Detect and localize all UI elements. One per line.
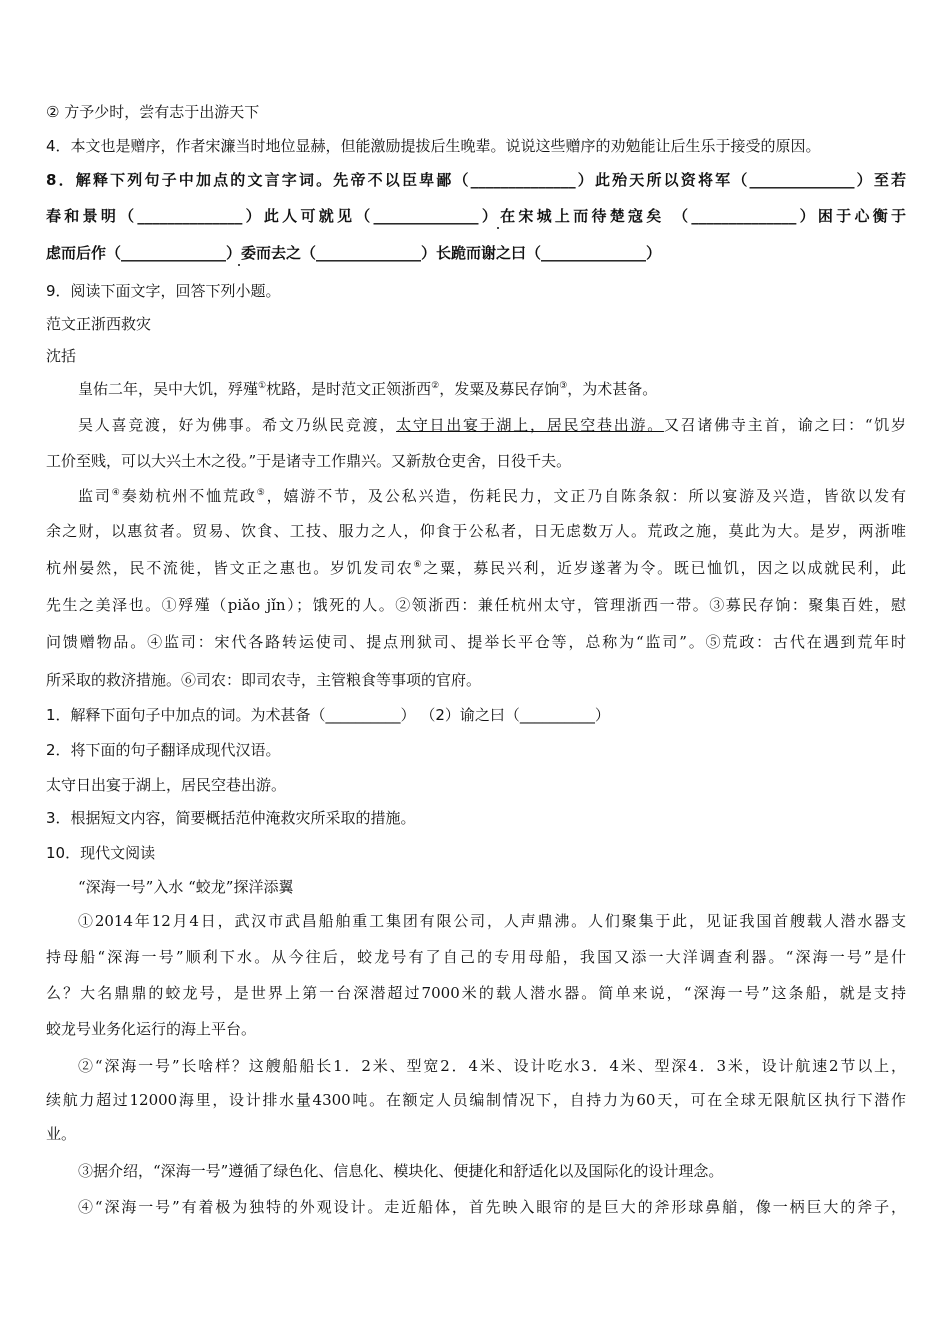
text-segment: 虑而后作（______________） <box>46 244 242 262</box>
text-line <box>46 595 906 615</box>
text-line <box>46 558 906 578</box>
text-segment: 1．解释下面句子中加点的词。为术甚备（__________） （2）谕之曰（__________） <box>46 706 610 724</box>
text-segment: ，发粟及募民存饷 <box>439 380 560 398</box>
text-line <box>46 740 906 760</box>
text-line <box>78 379 906 399</box>
footnote-marker: ① <box>258 381 267 391</box>
text-segment: 持母船“深海一号”顺利下水。从今往后，蛟龙号有了自己的专用母船，我国又添一大洋调查利器。“深海一号”是什 <box>46 948 906 966</box>
text-segment: ①2014年12月4日，武汉市武昌船舶重工集团有限公司，人声鼎沸。人们聚集于此，见证我国首艘载人潜水器支 <box>78 912 906 930</box>
text-line <box>46 843 906 863</box>
text-segment: 么？大名鼎鼎的蛟龙号，是世界上第一台深潜超过7000米的载人潜水器。简单来说，“深海一号”这条船，就是支持 <box>46 984 906 1002</box>
text-segment: 2．将下面的句子翻译成现代汉语。 <box>46 741 281 759</box>
text-segment: （______________）长跪而谢之曰（______________） <box>301 244 662 262</box>
text-segment: 4．本文也是赠序，作者宋濂当时地位显赫，但能激励提拔后生晚辈。说说这些赠序的劝勉能让后生乐于接受的原因。 <box>46 137 821 155</box>
text-line <box>78 1056 906 1076</box>
text-line <box>46 947 906 967</box>
text-segment: ④“深海一号”有着极为独特的外观设计。走近船体，首先映入眼帘的是巨大的斧形球鼻艏，像一柄巨大的斧子， <box>78 1198 906 1216</box>
text-line <box>46 1090 906 1110</box>
text-line <box>78 911 906 931</box>
text-line <box>46 206 906 226</box>
text-line <box>46 632 906 652</box>
text-segment: 所采取的救济措施。⑥司农：即司农寺，主管粮食等事项的官府。 <box>46 671 482 689</box>
text-segment: 在宋城上而待楚寇矣 <box>500 207 665 225</box>
text-line <box>46 136 906 156</box>
text-segment: 之粟，募民兴利，近岁遂著为令。既已恤饥，因之以成就民利，此 <box>423 559 906 577</box>
text-segment: 委而去之 <box>241 244 302 262</box>
text-segment: 春和景明（______________）此人可就见（______________） <box>46 207 501 225</box>
text-segment: 工价至贱，可以大兴土木之役。”于是诸寺工作鼎兴。又新敖仓吏舍，日役千夫。 <box>46 452 572 470</box>
text-segment: （______________）困于心衡于 <box>664 207 906 225</box>
text-line <box>78 415 906 435</box>
text-line <box>46 243 906 263</box>
footnote-marker: ② <box>431 381 440 391</box>
text-segment: ②“深海一号”长啥样？这艘船船长1．2米、型宽2．4米、设计吃水3．4米、型深4．3米，设计航速2节以上， <box>78 1057 906 1075</box>
text-segment: 蛟龙号业务化运行的海上平台。 <box>46 1020 257 1038</box>
footnote-marker: ⑥ <box>413 560 424 570</box>
text-line <box>46 705 906 725</box>
footnote-marker: ③ <box>559 381 568 391</box>
underlined-sentence: 太守日出宴于湖上，居民空巷出游。 <box>396 416 664 434</box>
text-segment: 3．根据短文内容，简要概括范仲淹救灾所采取的措施。 <box>46 809 416 827</box>
text-line <box>46 808 906 828</box>
text-segment: 问馈赠物品。④监司：宋代各路转运使司、提点刑狱司、提举长平仓等，总称为“监司”。⑤荒政：古代在遇到荒年时 <box>46 633 906 651</box>
text-segment: 范文正浙西救灾 <box>46 315 152 333</box>
text-line <box>78 877 906 897</box>
text-segment: 余之财，以惠贫者。贸易、饮食、工技、服力之人，仰食于公私者，日无虑数万人。荒政之施，莫此为大。是岁，两浙唯 <box>46 522 906 540</box>
text-segment: 8．解释下列句子中加点的文言字词。先帝不以臣卑鄙（______________）此殆天所以资将军（______________）至若 <box>46 171 906 189</box>
text-line <box>46 451 906 471</box>
text-segment: ③据介绍，“深海一号”遵循了绿色化、信息化、模块化、便捷化和舒适化以及国际化的设计理念。 <box>78 1162 724 1180</box>
footnote-marker: ⑤ <box>256 488 267 498</box>
text-line <box>46 775 906 795</box>
text-line <box>78 1161 906 1181</box>
text-line <box>78 486 906 506</box>
text-line <box>46 1124 906 1144</box>
text-segment: 沈括 <box>46 347 77 365</box>
text-segment: “深海一号”入水 “蛟龙”探洋添翼 <box>78 878 294 896</box>
text-segment: 枕路，是时范文正领浙西 <box>266 380 432 398</box>
text-line <box>46 102 906 122</box>
text-segment: 先生之美泽也。①殍殣（piǎo jǐn）；饿死的人。②领浙西：兼任杭州太守，管理浙西一带。③募民存饷：聚集百姓，慰 <box>46 596 906 614</box>
text-segment: 奏劾杭州不恤荒政 <box>121 487 257 505</box>
text-segment: 10．现代文阅读 <box>46 844 156 862</box>
text-line <box>46 1019 906 1039</box>
text-line <box>78 1197 906 1217</box>
footnote-marker: ④ <box>111 488 122 498</box>
text-segment: ② 方予少时，尝有志于出游天下 <box>46 103 260 121</box>
text-line <box>46 670 906 690</box>
text-line <box>46 983 906 1003</box>
text-segment: 9．阅读下面文字，回答下列小题。 <box>46 282 281 300</box>
text-line <box>46 346 906 366</box>
text-segment: 监司 <box>78 487 112 505</box>
text-segment: ，为术甚备。 <box>567 380 658 398</box>
text-segment: 又召诸佛寺主首，谕之曰：“饥岁 <box>663 416 906 434</box>
text-segment: 业。 <box>46 1125 77 1143</box>
text-line <box>46 314 906 334</box>
text-line <box>46 521 906 541</box>
text-segment: 太守日出宴于湖上，居民空巷出游。 <box>46 776 287 794</box>
text-line <box>46 170 906 190</box>
text-segment: ，嬉游不节，及公私兴造，伤耗民力，文正乃自陈条叙：所以宴游及兴造，皆欲以发有 <box>266 487 906 505</box>
text-line <box>46 281 906 301</box>
text-segment: 续航力超过12000海里，设计排水量4300吨。在额定人员编制情况下，自持力为60天，可在全球无限航区执行下潜作 <box>46 1091 906 1109</box>
text-segment: 皇佑二年，吴中大饥，殍殣 <box>78 380 259 398</box>
text-segment: 杭州晏然，民不流徙，皆文正之惠也。岁饥发司农 <box>46 559 414 577</box>
text-segment: 吴人喜竞渡，好为佛事。希文乃纵民竞渡， <box>78 416 397 434</box>
